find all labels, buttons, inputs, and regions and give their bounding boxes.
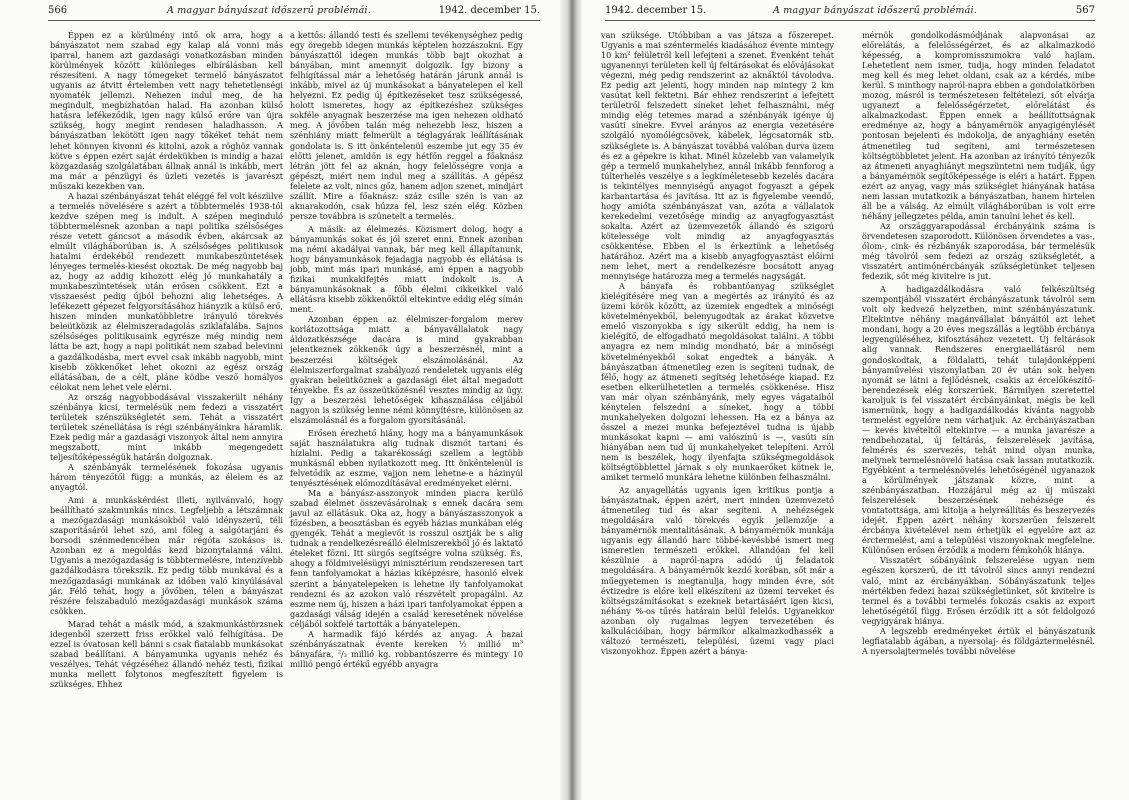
running-title: A magyar bányászat időszerű problémái. (773, 5, 977, 16)
paragraph: A másik: az élelmezés. Közismert dolog, hogy a bányamunkás sokat és jól szeret enni. Ennek azonban ma némi akadályai vannak, bár meg kell állapítanunk, hogy bányamunkások fejadagja nagyobb és ellátása is jobb, mint más ipari munkásé, ami éppen a nagyobb fizikai munkakifejtés miatt indokolt is. A bányamunkásoknak a főbb élelmi cikkeikkel való ellátásra kisebb zökkenőktől eltekintve eddig elég símán ment. (290, 223, 523, 315)
paragraph: Az ország nagyobbodásával visszakerült néhány szénbánya kicsi, termelésük nem fedezi a visszatért területek szénszükségletét sem. Tehát a visszatért területek szénellátása is régi szénbányáinkra háramlik. Ezek pedig már a gazdasági viszonyok által nem annyira megszabott, mint inkább megengedett teljesítőképességük határán dolgoznak. (50, 391, 283, 462)
left-page-header (48, 4, 540, 17)
paragraph (601, 30, 834, 281)
paragraph: Marad tehát a másik mód, a szakmunkástörzsnek idegenből szerzett friss erőkkel való felhígítása. De ezzel is óvatosan kell bánni s csak fiatalabb munkásokat szabad beállítani. A bányamunka ugyanis nehéz és veszélyes. Tehát végzéséhez állandó nehéz testi, fizikai munka mellett folytonos megfeszített figyelem is szükséges. Ehhez (50, 618, 283, 689)
paragraph: Azonban éppen az élelmiszer-forgalom merev korlátozottsága miatt a bányavállalatok nagy áldozatkészsége dacára is mind gyakrabban jelentkeznek zökkenők úgy a beszerzésnél, mint a beszerzési költségek elszámolásánál. Az élelmiszerforgalmat szabályozó rendeletek ugyanis elég gyakran beleütköznek a gazdasági élet által megadott tényekbe. És az összeütközésnél vesztes mindig az ügy. Így a beszerzési lehetőségek kihasználása céljából nagyon is szükség lenne némi könnyítésre, különösen az elszámolásnál és a forgalom gyorsításánál. (290, 314, 523, 425)
text-run: felületről kell lefejteni a szenet. Évenként tehát ugyanennyi területen kell új feltárásokat és elővájásokat végezni, még pedig rendszerint az aknáktól távolodva. Ez pedig azt jelenti, hogy minden nap mintegy 2 km vasútat kell fektetni. Bár ehhez rendszerint a lefejtett területről felszedett síneket lehet felhasználni, még mindig elég tetemes marad a szénbányák igénye új vasúti sínekre. Evvel arányos az energia vezetésére szolgáló nyomólégcsövek, kábelek, légcsatornák stb. szükséglete is. A bányászat továbbá valóban durva üzem és ez a gépekre is kihat. Minél közelebb van valamelyik gép a termelő munkahelyhez, annál inkább fennforog a túlterhelés veszélye s a legkíméletesebb kezelés dacára is tekintélyes mennyiségű anyagot fogyaszt a gépek karbantartása és javítása. Itt az is figyelembe veendő, hogy amióta szénbányászat van, azóta a vállalatok kerekedelmi vezetősége mindig az anyagfogyasztást sokalta. Azért az üzemvezetők állandó és szigorú kötelessége volt mindig az anyagfogyasztás csökkentése. Ebben el is érkeztünk a lehetőség határához. Azért ma a kisebb anyagfogyasztást előírni nem lehet, mert a rendelkezésre bocsátott anyag mennyisége határozza meg a termelés nagyságát. (601, 50, 834, 282)
paragraph: Visszatért sóbányáink felszerelése ugyan nem egészen korszerű, de itt távolról sincs annyi rendezni való, mint az ércbányákban. Sóbányászatunk teljes mértékben fedezi hazai szükségletünket, sőt kivitelre is termel és a további termelés fokozás csakis az export lehetőségétől függ. Erősen érződik itt a sót feldolgozó vegyigyárak hiánya. (862, 555, 1095, 626)
paragraph: A hazai szénbányászat tehát eléggé fel volt készülve a termelés növelésére s azért a többtermelés 1938-tól kezdve szépen meg is indult. A szépen meginduló többtermelésnek azonban a napi politika szélsőséges része vetett gáncsot a második évben, akárcsak az elmúlt világháborúban is. A szélsőséges politikusok hatalmi érdekéből rendezett munkabeszüntetések lényeges termelés-kiesést okoztak. De még nagyobb baj az, hogy az addig kihozott elég jó munkahatály a munkabeszüntetések után erősen csökkent. Ezt a visszaesést pedig újból behozni alig lehetséges. A lefékezett gépezet felgyorsításához hiányzik a külső erő, hiszen minden munkatöbbletre irányuló törekvés beleütközik az élelmiszeradagolás sziklafalába. Sajnos szélsőséges politikusaink egyrésze még mindig nem látta be azt, hogy a napi politikát nem szabad belevinni a gazdálkodásba, mert evvel csak inkább nagyobb, mint kisebb zökkenőket lehet okozni az egész ország ellátásában, de a célt, pláne ködbe vesző homályos célokat nem lehet vele elérni. (50, 190, 283, 392)
paragraph: Az országgyarapodással ércbányáink száma is örvendetesen szaporodott. Különösen örvendetes a vas-, ólom-, cink- és rézbányák szaporodása, bár termelésük még távolról sem fedezi az ország szükségletét, a visszatért antimónércbányák szükségletünket teljesen fedezik, sőt még kivitelre is jut. (862, 220, 1095, 282)
superscript: 2 (627, 50, 631, 57)
text-column-1 (50, 30, 283, 689)
paragraph: Ami a munkáskérdést illeti, nyilvánvaló, hogy beállítható szakmunkás nincs. Legfeljebb a létszámnak a mezőgazdasági munkásokból való idényszerű, téli szaporításáról lehet szó, ami főleg a salgótarjáni és borsodi szénmedencében már régóta szokásos is. Azonban ez a megoldás kezd bizonytalanná válni. Ugyanis a mezőgazdaság is többtermelésre, intenzívebb gazdálkodásra törekszik. Ez pedig több munkával és a mezőgazdasági munkának az időben való kinyúlásával jár. Félő tehát, hogy a jövőben, télen a bányászat részére felszabaduló mezőgazdasági munkások száma csökken. (50, 495, 283, 616)
page-number: 566 (48, 5, 68, 16)
superscript: 3 (519, 639, 523, 646)
header-rule (48, 20, 540, 21)
paragraph: A szénbányák termelésének fokozása ugyanis három tényezőtől függ: a munkás, az élelem és az anyagtól. (50, 462, 283, 493)
paragraph: Az anyagellátás ugyanis igen kritikus pontja a bányászatnak, éppen azért, mert minden üzemvezető átmenetileg tud és akar segíteni. A nehézségek megoldására való törekvés egyik jellemzője a bányamérnök mentalitásának. A bányamérnök munkája ugyanis egy állandó harc többé-kevésbbé ismert meg ismeretlen természeti erőkkel. Állandóan fel kell készülnie a napról-napra adódó új feladatok megoldására. A bányamérnök kezdő korában, sőt már a műegyetemen is megtanulja, hogy minden évre, sőt évtizedre is előre kell elkészíteni az üzemi terveket és költségszámításokat s ezeknek betartásáért igen kicsi, néhány %-os tűrés határain belül felelős. Ugyanekkor azonban oly rugalmas legyen tervezetében és kalkulációiban, hogy bármikor alkalmazkodhassék a változó természeti, települési, üzemi vagy piaci viszonyokhoz. Éppen azért a bánya- (601, 485, 834, 656)
header-rule (605, 20, 1095, 21)
book-gutter (560, 0, 582, 800)
paragraph: A legszebb eredményeket értük el bányászatunk legfiatalabb ágában, a nyersolaj- és földgáztermelésnél. A nyersolajtermelés további növelése (862, 625, 1095, 656)
paragraph: mérnök gondolkodásmódjának alapvonásai az előrelátás, a felelősségérzet, és az alkalmazkodó képesség, a kompromisszumokra való hajlam. Lehetetlent nem ismer, tudja, hogy minden feladatot meg kell és meg lehet oldani, csak az a kérdés, mibe kerül. S minthogy napról-napra ebben a gondolatkörben mozog, másról is természetesen feltételezi, sőt elvárja ugyanezt a felelősségérzetet, előrelátást és alkalmazkodast. Éppen ennek a beállítottságnak eredménye az, hogy a bányamérnök anyagigénylését pontosan bejelenti és indokolja, de anyaghiány esetén átmenetileg tud segíteni, ami természetesen költségtöbbletet jelent. Ha azonban az irányító tényezők az átmeneti anyaghiányt megszüntetni nem tudják, úgy a bányamérnök segítőképessége is eléri a határt. Éppen ezért az anyag, vagy más szükséglet hiányának hatása nem lassan mutatkozik a bányászatban, hanem hirtelen áll be a válság. Az elmúlt világháborúban is volt erre néhány jellegzetes példa, amin tanulni lehet és kell. (862, 30, 1095, 221)
page-number: 567 (1075, 5, 1095, 16)
running-title: A magyar bányászat időszerű problémái. (167, 5, 371, 16)
text-run: /₃ millió kg. robbantószerre és mintegy 10 millió pengő értékű egyébb anyagra (290, 648, 523, 669)
paragraph: A bányafa és robbantóanyag szükséglet kielégítésére meg van a megértés az irányító és az üzemi körök között; az üzemiek engedtek a minőségi követelményekből, belenyugodtak az árakat közvetve emelő viszonyokba s így sikerült eddig, ha nem is kielégítő, de elfogadható megoldásokat találni. A többi anyagra ez nem mindig mondható, bár a minőségi követelményekből sokat engedtek a bányák. A bányászatban átmenetileg ezen is segíteni tudnak, de félő, hogy az átmeneti segítség lehetősége kiapad. Ez esetben elkerülhetetlen a termelés csökkenése. Hisz van már olyan szénbányánk, mely egyes vágataiból kénytelen felszedni a síneket, hogy a többi munkahelyeken dolgozni lehessen. Ha ez a bánya az ősszel a mezei munka befejeztével tudna is újabb munkásokat kapni — ami valószínű is —, vasúti sín hiányában nem tud új munkahelyeket telepíteni. Arról nem is beszélek, hogy ilyenfajta szükségmegoldások költségtöbblettel járnak s oly munkaerőket kötnek le, amiket termelő munkára lehetne különben felhasználni. (601, 281, 834, 483)
text-column-3 (601, 30, 834, 656)
paragraph: A hadigazdálkodásra való felkészültség szempontjából visszatért ércbányászatunk távolról sem volt oly kedvező helyzetben, mint szénbányászatunk. Eltekintve néhány magánvállalat bányáitól azt lehet mondani, hogy a 20 éves megszállás a legtöbb ércbánya legyengüléséhez, kifosztásához vezetett. Új feltárások alig vannak. Rendszeres energiaellátásról nem gondoskodtak, a földalatti, tehát tulajdonképpeni bányaművelési viszonylatban 20 év után sok helyen nyomát se látni a fejlődésnek, csakis az ércelőkészítő-berendezések elég korszerűek. Bármilyen szeretettel karoljuk is fel visszatért ércbányáinkat, mégis be kell ismernünk, hogy a hadigazdálkodás kívánta nagyobb termelést egyelőre nem várhatjuk. Az ércbányászatban — kevés kivételtől eltekintve — a munka javarésze a rendbehozatal, új feltárás, felszerelések javítása, felmérés és szervezés, tehát mind olyan munka, melynek termelésnövelő hatása csak lassan mutatkozik. Egyébként a termelésnövelés lehetőségénél ugyanazok a körülmények játszanak közre, mint a szénbányászatban. Hozzájárul még az új műszaki felszerelések beszerzésének nehézsége és vontatottsága, ami kitolja a helyreállítás és beszervezés idejét. Éppen azért néhány korszerűen felszerelt ércbánya kivételével nem érhetjük el egyelőre azt az érctermelést, ami a települési viszonyoknak megfelelne. Különösen erősen érződik a modern fémkohók hiánya. (862, 284, 1095, 556)
superscript: 2 (337, 649, 342, 656)
paragraph (290, 629, 523, 669)
paragraph: Ma a bányász-asszonyok minden piacra kerülő szabad élelmet összevásárolnak s ennek dacára sem javul az ellátásuk. Oka az, hogy a bányászasszonyok a főzésben, a beosztásban és egyéb házias munkában elég gyengék. Tehát a meglevőt is rosszul osztják be s alig tudnak a rendelkezésreálló élelmiszerekből jó és laktató ételeket főzni. Itt sürgős segítségre volna szükség. És, ahogy a földmivelésügyi minisztérium rendszeresen tart fenn tanfolyamokat a házias kiképzésre, hasonló elvek szerint a bányatelepeken is lehetne ily tanfolyamokat rendezni és az azokon való részvételt propagálni. Az eszme nem új, hiszen a házi ipari tanfolyamokat éppen a gazdasági válság idején a család keresetének növelése céljából sokfelé tartották a bányatelepen. (290, 488, 523, 629)
paragraph: Erősen érezhető hiány, hogy ma a bányamunkások saját használatukra alig tudnak disznót tartani és hízlalni. Pedig a takarékossági szellem a legtöbb munkásnál ebben nyilatkozott meg. Itt önkéntelenül is felvetődik az eszme, vajjon nem lehetne-e a házinyúl tenyésztésének előmozdításával eredményeket elérni. (290, 427, 523, 489)
paragraph: a kettős: állandó testi és szellemi tevékenységhez pedig egy öregebb idegen munkás képtelen hozzászokni. Egy bányászattól idegen munkás több bajt okozhat a bányában, mint amennyit dolgozik. Így bizony a felhígítással már a lehetőség határán járunk annál is inkább, mivel az új munkásokat a bányatelepen el kell helyezni. Ez pedig új építkezéseket tesz szükségessé, holott ismeretes, hogy az építkezéshez szükséges sokféle anyagnak beszerzése ma igen nehezen oldható meg. A jövőben talán még nehezebb lesz, hiszen a szénhiány miatt felmerült a téglagyárak leállításának gondolata is. S itt önkéntelenül eszembe jut egy 35 év előtti jelenet, amidőn is egy hétfőn reggel a főaknász létrán jött fel az aknán, hogy felelősségre vonja a gépészt, miért nem indul meg a szállítás. A gépész felelete az volt, nincs gőz, hanem adjon szenet, mindjárt szállít. Mire a főaknász: száz csille szén is van az aknarakodón, csak húzza fel, lesz szén elég. Közben persze továbbra is szünetelt a termelés. (290, 30, 523, 221)
text-run: van szüksége. Utóbbiban a vas játsza a főszerepet. Ugyanis a mai széntermelés kiadásához évente mintegy 10 km (601, 30, 834, 61)
text-run: A harmadik fájó kérdés az anyag. A hazai szénbányászatnak évente kereken ½ millió m (290, 628, 523, 649)
right-page-header (605, 4, 1095, 17)
issue-date: 1942. december 15. (605, 5, 707, 16)
text-column-2 (290, 30, 523, 669)
issue-date: 1942. december 15. (438, 5, 540, 16)
text-run: bányafára, (290, 648, 338, 659)
text-column-4 (862, 30, 1095, 656)
paragraph: Éppen ez a körülmény intő ok arra, hogy a bányászatot nem szabad egy kalap alá vonni más iparral, hanem azt gazdasági vonatkozásban minden körülmények között különleges elbírálásban kell részesíteni. A nagy tömegeket termelő bányászatot ugyanis az átvitt értelemben vett nagy tehetetlenségi nyomaték jellemzi. Nehezen indul meg, de ha megindult, megbízhatóan halad. Ha azonban külső hatásra lefékeződik, igen nagy külső erőre van újra szükség, hogy megint rendesen haladhasson. A bányászatban lekötött igen nagy tőkéket tehát nem lehet könnyen kivonni és kitolni, azok a röghöz vannak kötve s éppen ezért saját érdekükben is mindíg a hazai közgazdaság szolgálatában állnak annál is inkább, mert ma már a pénzügyi és üzleti vezetés is javarészt műszaki kezekben van. (50, 30, 283, 191)
